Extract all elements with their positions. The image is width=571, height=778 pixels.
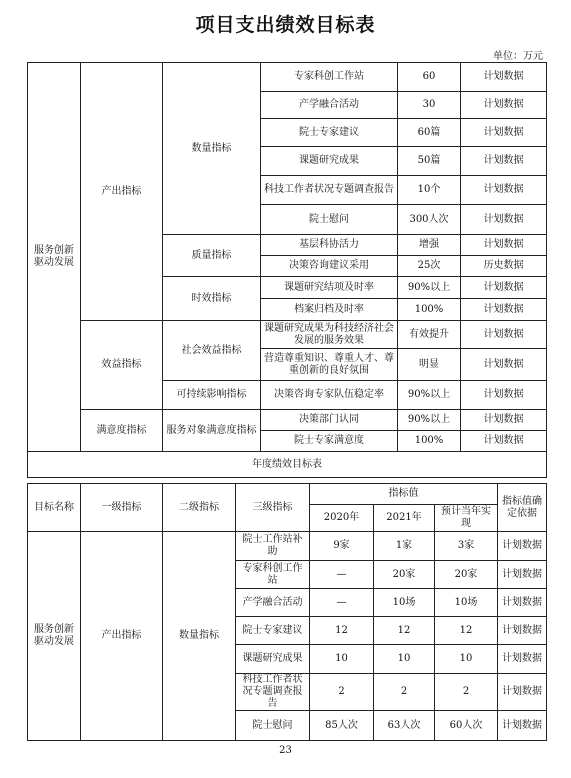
indicator-basis: 计划数据 (461, 92, 547, 119)
header-l3: 三级指标 (236, 484, 310, 532)
indicator-name: 院士专家建议 (236, 617, 310, 645)
indicator-name: 科技工作者状况专题调查报告 (236, 674, 310, 711)
page-number: 23 (279, 745, 292, 756)
indicator-value: 60 (398, 63, 461, 92)
indicator-name: 院士慰问 (236, 711, 310, 741)
value-estimated: 12 (435, 617, 498, 645)
value-2021: 2 (374, 674, 435, 711)
header-basis: 指标值确定依据 (498, 484, 547, 532)
indicator-name: 档案归档及时率 (261, 299, 398, 321)
indicator-value: 90%以上 (398, 381, 461, 410)
indicator-basis: 计划数据 (461, 299, 547, 321)
value-estimated: 60人次 (435, 711, 498, 741)
indicator-value: 100% (398, 299, 461, 321)
header-estimated: 预计当年实现 (435, 505, 498, 532)
indicator-value: 25次 (398, 256, 461, 277)
l2-sustain-cell: 可持续影响指标 (163, 381, 261, 410)
value-estimated: 10场 (435, 589, 498, 617)
value-estimated: 2 (435, 674, 498, 711)
value-2020: 12 (310, 617, 374, 645)
l1-satisfaction-cell: 满意度指标 (81, 410, 163, 452)
indicator-name: 课题研究成果为科技经济社会发展的服务效果 (261, 321, 398, 349)
l2-quantity-cell: 数量指标 (163, 532, 236, 741)
indicator-value: 300人次 (398, 205, 461, 235)
value-2021: 12 (374, 617, 435, 645)
indicator-basis: 计划数据 (498, 617, 547, 645)
value-2021: 10 (374, 645, 435, 674)
indicator-name: 院士专家满意度 (261, 431, 398, 452)
value-2020: 9家 (310, 532, 374, 561)
l2-service-cell: 服务对象满意度指标 (163, 410, 261, 452)
indicator-name: 院士慰问 (261, 205, 398, 235)
goal-name-cell: 服务创新驱动发展 (28, 532, 81, 741)
indicator-basis: 计划数据 (461, 431, 547, 452)
value-2021: 1家 (374, 532, 435, 561)
indicator-basis: 计划数据 (498, 645, 547, 674)
indicator-name: 决策咨询专家队伍稳定率 (261, 381, 398, 410)
indicator-name: 营造尊重知识、尊重人才、尊重创新的良好氛围 (261, 349, 398, 381)
value-2021: 20家 (374, 561, 435, 589)
l2-social-cell: 社会效益指标 (163, 321, 261, 381)
indicator-basis: 计划数据 (461, 63, 547, 92)
annual-table-title: 年度绩效目标表 (28, 452, 547, 478)
indicator-basis: 计划数据 (461, 205, 547, 235)
header-2020: 2020年 (310, 505, 374, 532)
l2-time-cell: 时效指标 (163, 277, 261, 321)
indicator-name: 院士专家建议 (261, 119, 398, 147)
indicator-basis: 计划数据 (461, 147, 547, 176)
value-2020: — (310, 561, 374, 589)
indicator-value: 100% (398, 431, 461, 452)
indicator-name: 产学融合活动 (261, 92, 398, 119)
indicator-value: 90%以上 (398, 410, 461, 431)
indicator-name: 基层科协活力 (261, 235, 398, 256)
header-value: 指标值 (310, 484, 498, 505)
indicator-value: 30 (398, 92, 461, 119)
indicator-basis: 计划数据 (461, 277, 547, 299)
indicator-value: 明显 (398, 349, 461, 381)
value-estimated: 10 (435, 645, 498, 674)
indicator-name: 课题研究结项及时率 (261, 277, 398, 299)
indicator-basis: 计划数据 (498, 561, 547, 589)
l2-quality-cell: 质量指标 (163, 235, 261, 277)
indicator-value: 有效提升 (398, 321, 461, 349)
indicator-name: 课题研究成果 (261, 147, 398, 176)
header-l2: 二级指标 (163, 484, 236, 532)
indicator-basis: 计划数据 (461, 349, 547, 381)
indicator-basis: 计划数据 (498, 532, 547, 561)
indicator-basis: 计划数据 (461, 321, 547, 349)
indicator-name: 决策部门认同 (261, 410, 398, 431)
indicator-basis: 历史数据 (461, 256, 547, 277)
indicator-basis: 计划数据 (461, 119, 547, 147)
indicator-value: 50篇 (398, 147, 461, 176)
indicator-basis: 计划数据 (498, 589, 547, 617)
header-2021: 2021年 (374, 505, 435, 532)
indicator-basis: 计划数据 (498, 674, 547, 711)
indicator-basis: 计划数据 (461, 410, 547, 431)
indicator-basis: 计划数据 (498, 711, 547, 741)
value-estimated: 3家 (435, 532, 498, 561)
indicator-value: 60篇 (398, 119, 461, 147)
unit-label: 单位：万元 (493, 51, 543, 62)
indicator-value: 10个 (398, 176, 461, 205)
l1-output-cell: 产出指标 (81, 532, 163, 741)
indicator-value: 90%以上 (398, 277, 461, 299)
indicator-value: 增强 (398, 235, 461, 256)
indicator-name: 决策咨询建议采用 (261, 256, 398, 277)
l1-output-cell: 产出指标 (81, 63, 163, 321)
goal-name-cell: 服务创新驱动发展 (28, 63, 81, 452)
indicator-basis: 计划数据 (461, 235, 547, 256)
value-estimated: 20家 (435, 561, 498, 589)
project-target-table (27, 62, 547, 478)
indicator-name: 产学融合活动 (236, 589, 310, 617)
page-title: 项目支出绩效目标表 (195, 14, 376, 36)
indicator-basis: 计划数据 (461, 381, 547, 410)
indicator-name: 课题研究成果 (236, 645, 310, 674)
header-l1: 一级指标 (81, 484, 163, 532)
l1-benefit-cell: 效益指标 (81, 321, 163, 410)
value-2021: 63人次 (374, 711, 435, 741)
value-2020: 2 (310, 674, 374, 711)
value-2021: 10场 (374, 589, 435, 617)
value-2020: — (310, 589, 374, 617)
indicator-name: 专家科创工作站 (261, 63, 398, 92)
indicator-name: 科技工作者状况专题调查报告 (261, 176, 398, 205)
value-2020: 85人次 (310, 711, 374, 741)
header-goal-name: 目标名称 (28, 484, 81, 532)
indicator-name: 院士工作站补助 (236, 532, 310, 561)
value-2020: 10 (310, 645, 374, 674)
indicator-basis: 计划数据 (461, 176, 547, 205)
annual-target-table (27, 483, 547, 741)
l2-quantity-cell: 数量指标 (163, 63, 261, 235)
indicator-name: 专家科创工作站 (236, 561, 310, 589)
